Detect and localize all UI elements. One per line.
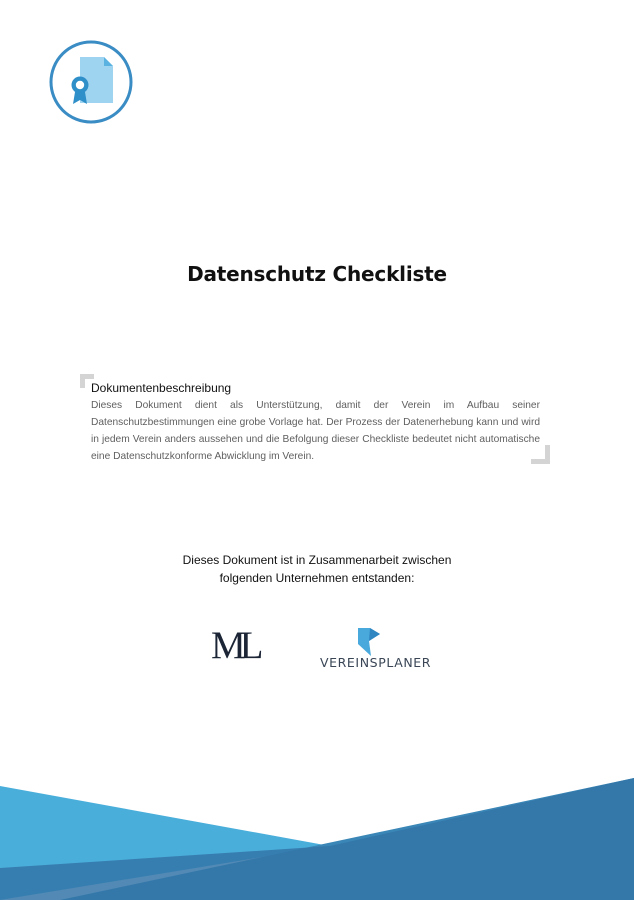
collaboration-note — [0, 551, 634, 587]
collaboration-line-1: Dieses Dokument ist in Zusammenarbeit zwischen — [182, 553, 452, 567]
vereinsplaner-logo-mark — [355, 627, 381, 657]
certificate-document-icon — [49, 40, 133, 124]
collaboration-line-2: folgenden Unternehmen entstanden: — [219, 571, 415, 585]
ml-logo: ML — [211, 624, 258, 667]
description-heading: Dokumentenbeschreibung — [91, 381, 232, 395]
description-body: Dieses Dokument dient als Unterstützung, damit der Verein im Aufbau seiner Datenschutzbestimmungen eine grobe Vorlage hat. Der Prozess der Datenerhebung kann und wird in jedem Verein anders aussehen und die Befolgung dieser Checkliste bedeutet nicht automatische eine Datenschutzkonforme Abwicklung im Verein. — [91, 400, 540, 462]
footer-wave-graphic — [0, 778, 634, 900]
vereinsplaner-logo-text: VEREINSPLANER — [320, 655, 432, 670]
page-title: Datenschutz Checkliste — [187, 262, 447, 286]
